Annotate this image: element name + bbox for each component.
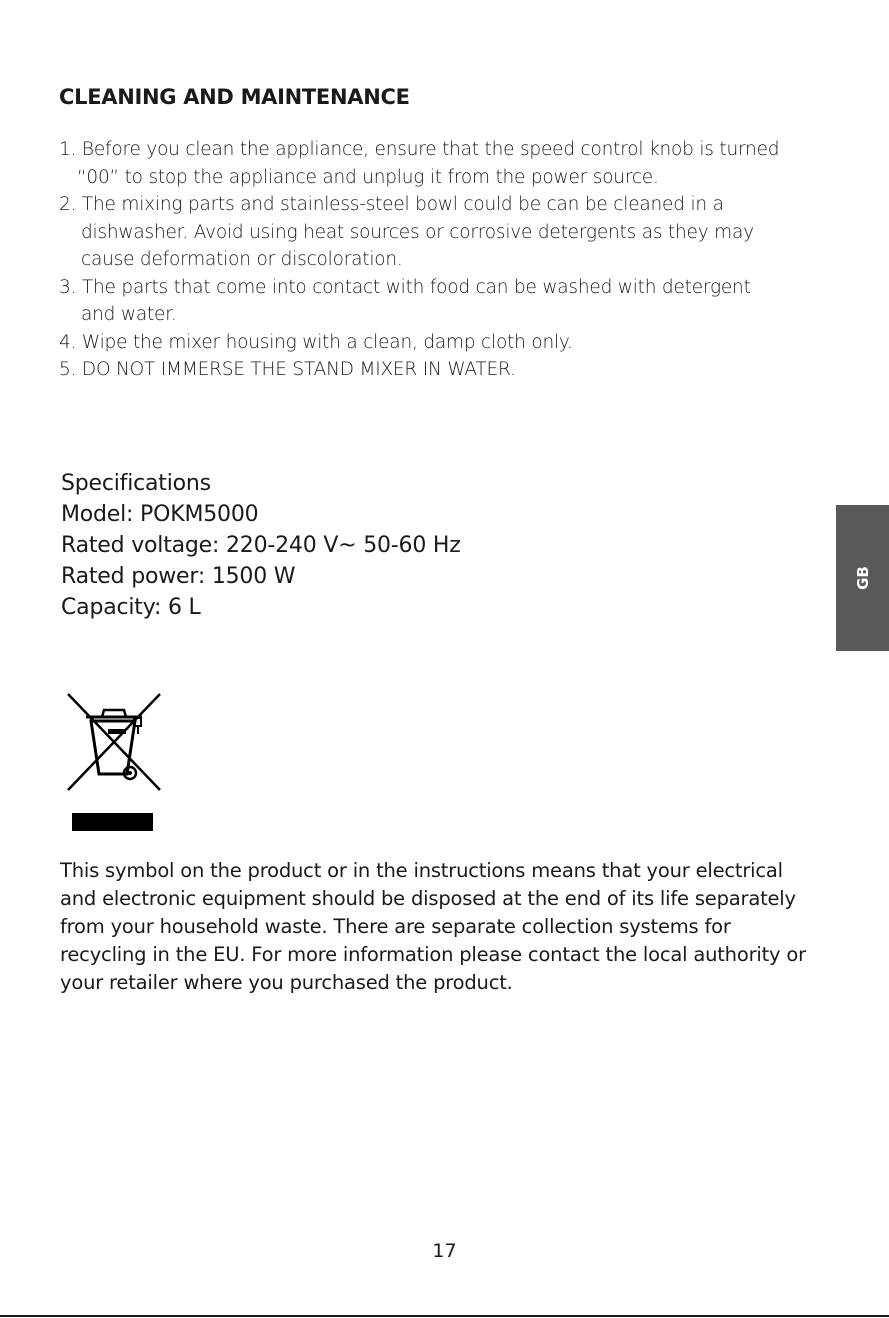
step-line: 4. Wipe the mixer housing with a clean, damp cloth only. — [59, 331, 573, 353]
spec-model: Model: POKM5000 — [61, 502, 259, 527]
section-title: CLEANING AND MAINTENANCE — [59, 85, 410, 109]
language-tab-label: GB — [853, 566, 872, 590]
step-1 — [59, 136, 849, 191]
step-line: “00” to stop the appliance and unplug it from the power source. — [77, 166, 659, 188]
disposal-line: from your household waste. There are separate collection systems for — [60, 915, 731, 938]
disposal-line: This symbol on the product or in the instructions means that your electrical — [60, 859, 783, 882]
spec-voltage: Rated voltage: 220-240 V~ 50-60 Hz — [61, 533, 461, 558]
crossed-out-wheelie-bin-icon — [64, 690, 164, 795]
step-line: cause deformation or discoloration. — [81, 249, 403, 270]
step-line: 2. The mixing parts and stainless-steel bowl could be can be cleaned in a — [59, 194, 724, 215]
spec-power: Rated power: 1500 W — [61, 564, 296, 589]
step-line: 1. Before you clean the appliance, ensure that the speed control knob is turned — [59, 139, 780, 160]
spec-capacity: Capacity: 6 L — [61, 595, 201, 620]
maintenance-steps — [59, 136, 849, 384]
specifications-heading: Specifications — [61, 471, 211, 496]
disposal-line: recycling in the EU. For more information please contact the local authority or — [60, 943, 806, 966]
step-line: and water. — [81, 304, 177, 325]
language-tab — [836, 505, 889, 651]
weee-black-bar — [72, 813, 153, 831]
bottom-rule — [0, 1315, 889, 1317]
step-5 — [59, 356, 849, 384]
page-number: 17 — [432, 1240, 457, 1262]
disposal-paragraph — [60, 857, 850, 997]
step-line: dishwasher. Avoid using heat sources or corrosive detergents as they may — [81, 221, 754, 243]
step-line: 5. DO NOT IMMERSE THE STAND MIXER IN WATER. — [59, 359, 516, 380]
step-line: 3. The parts that come into contact with food can be washed with detergent — [59, 276, 751, 298]
step-3 — [59, 274, 849, 329]
disposal-line: your retailer where you purchased the product. — [60, 971, 513, 994]
disposal-line: and electronic equipment should be disposed at the end of its life separately — [60, 887, 796, 910]
step-4 — [59, 329, 849, 357]
specifications — [61, 468, 461, 623]
step-2 — [59, 191, 849, 274]
